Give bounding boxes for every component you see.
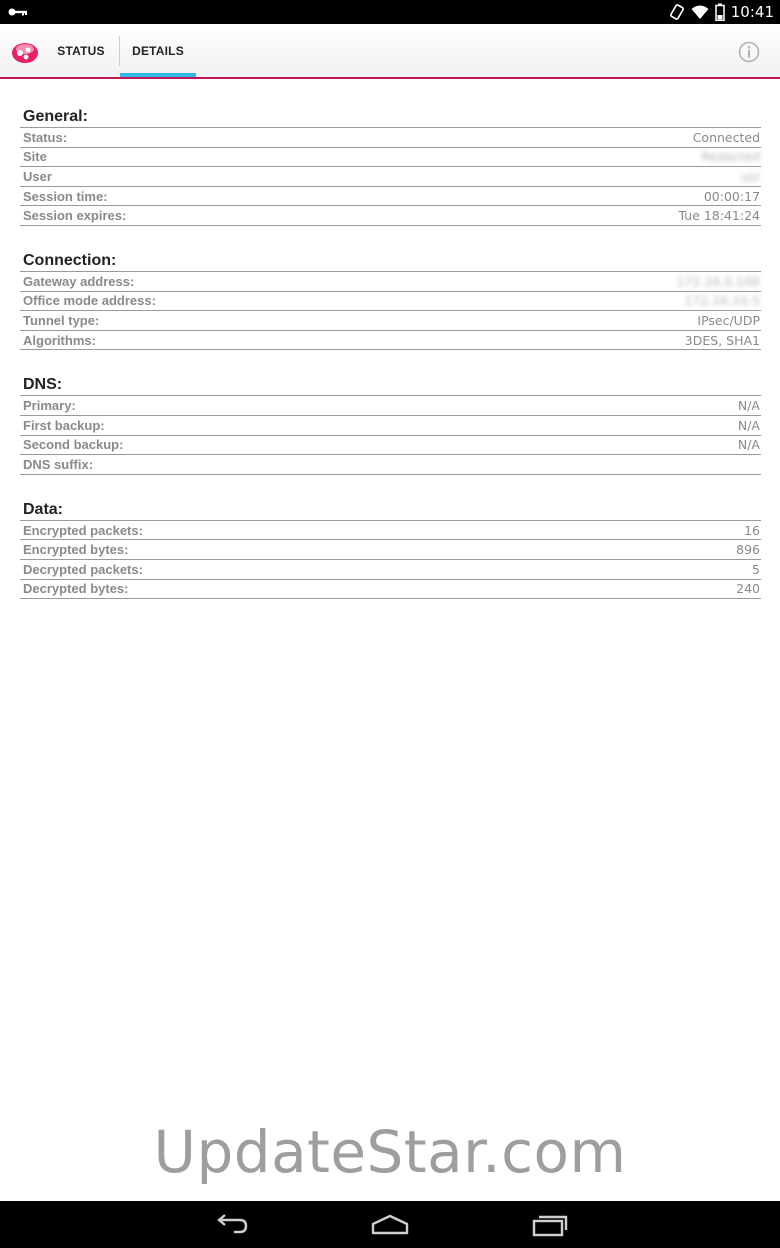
row-value: 172.16.10.5 (684, 293, 760, 309)
detail-row-user (20, 167, 761, 187)
row-value: Redacted (701, 149, 760, 165)
section-connection (20, 244, 761, 350)
row-label: Decrypted packets: (23, 561, 143, 577)
action-bar (0, 24, 780, 79)
detail-row-encrypted-packets (20, 521, 761, 541)
row-label: Encrypted packets: (23, 522, 143, 538)
details-panel (20, 100, 761, 617)
info-icon[interactable] (738, 41, 760, 63)
detail-row-site (20, 148, 761, 168)
row-value: usr (740, 168, 760, 184)
row-value: 5 (752, 561, 760, 577)
section-general (20, 100, 761, 226)
detail-row-session-expires (20, 206, 761, 226)
row-value: 172.16.0.100 (676, 273, 760, 289)
row-label: Encrypted bytes: (23, 542, 129, 558)
battery-icon (715, 3, 725, 21)
row-value: 3DES, SHA1 (684, 332, 760, 348)
vpn-key-icon (8, 6, 28, 18)
detail-row-second-backup (20, 436, 761, 456)
detail-row-first-backup (20, 416, 761, 436)
row-label: Primary: (23, 398, 76, 414)
watermark: UpdateStar.com (153, 1118, 627, 1186)
navigation-bar (0, 1201, 780, 1248)
detail-row-session-time (20, 187, 761, 207)
row-value: 240 (736, 581, 760, 597)
tab-details-label: DETAILS (132, 43, 184, 58)
detail-row-algorithms (20, 331, 761, 351)
row-value: 00:00:17 (703, 188, 760, 204)
row-label: Decrypted bytes: (23, 581, 129, 597)
row-value: Connected (692, 129, 760, 145)
row-label: First backup: (23, 417, 105, 433)
tab-status[interactable] (44, 24, 118, 77)
back-icon[interactable] (212, 1211, 252, 1239)
detail-row-office-mode (20, 292, 761, 312)
detail-row-gateway (20, 272, 761, 292)
row-label: DNS suffix: (23, 456, 94, 472)
row-value: N/A (737, 417, 760, 433)
status-bar (0, 0, 780, 24)
row-label: Tunnel type: (23, 312, 100, 328)
row-label: Site (23, 149, 47, 165)
detail-row-tunnel-type (20, 311, 761, 331)
section-dns (20, 368, 761, 474)
tab-status-label: STATUS (57, 43, 105, 58)
row-label: Status: (23, 129, 68, 145)
row-value: Tue 18:41:24 (678, 208, 760, 224)
row-value: IPsec/UDP (697, 312, 760, 328)
row-value: 16 (744, 522, 760, 538)
section-data (20, 493, 761, 599)
detail-row-dns-suffix (20, 455, 761, 475)
clock: 10:41 (730, 3, 774, 21)
row-label: Session expires: (23, 208, 127, 224)
row-label: User (23, 168, 52, 184)
section-title: DNS: (20, 368, 761, 396)
section-title: General: (20, 100, 761, 128)
app-logo-icon[interactable] (11, 40, 39, 64)
row-value: N/A (737, 437, 760, 453)
row-label: Session time: (23, 188, 108, 204)
home-icon[interactable] (370, 1211, 410, 1239)
row-value: N/A (737, 398, 760, 414)
row-label: Second backup: (23, 437, 124, 453)
row-value: 896 (736, 542, 760, 558)
detail-row-decrypted-packets (20, 560, 761, 580)
row-label: Office mode address: (23, 293, 156, 309)
section-title: Data: (20, 493, 761, 521)
detail-row-decrypted-bytes (20, 580, 761, 600)
detail-row-encrypted-bytes (20, 540, 761, 560)
rotation-lock-icon (669, 4, 685, 20)
tab-details[interactable] (120, 24, 196, 77)
recent-apps-icon[interactable] (530, 1211, 570, 1239)
wifi-icon (691, 4, 709, 20)
detail-row-status (20, 128, 761, 148)
detail-row-primary (20, 396, 761, 416)
row-label: Algorithms: (23, 332, 96, 348)
row-label: Gateway address: (23, 273, 135, 289)
section-title: Connection: (20, 244, 761, 272)
